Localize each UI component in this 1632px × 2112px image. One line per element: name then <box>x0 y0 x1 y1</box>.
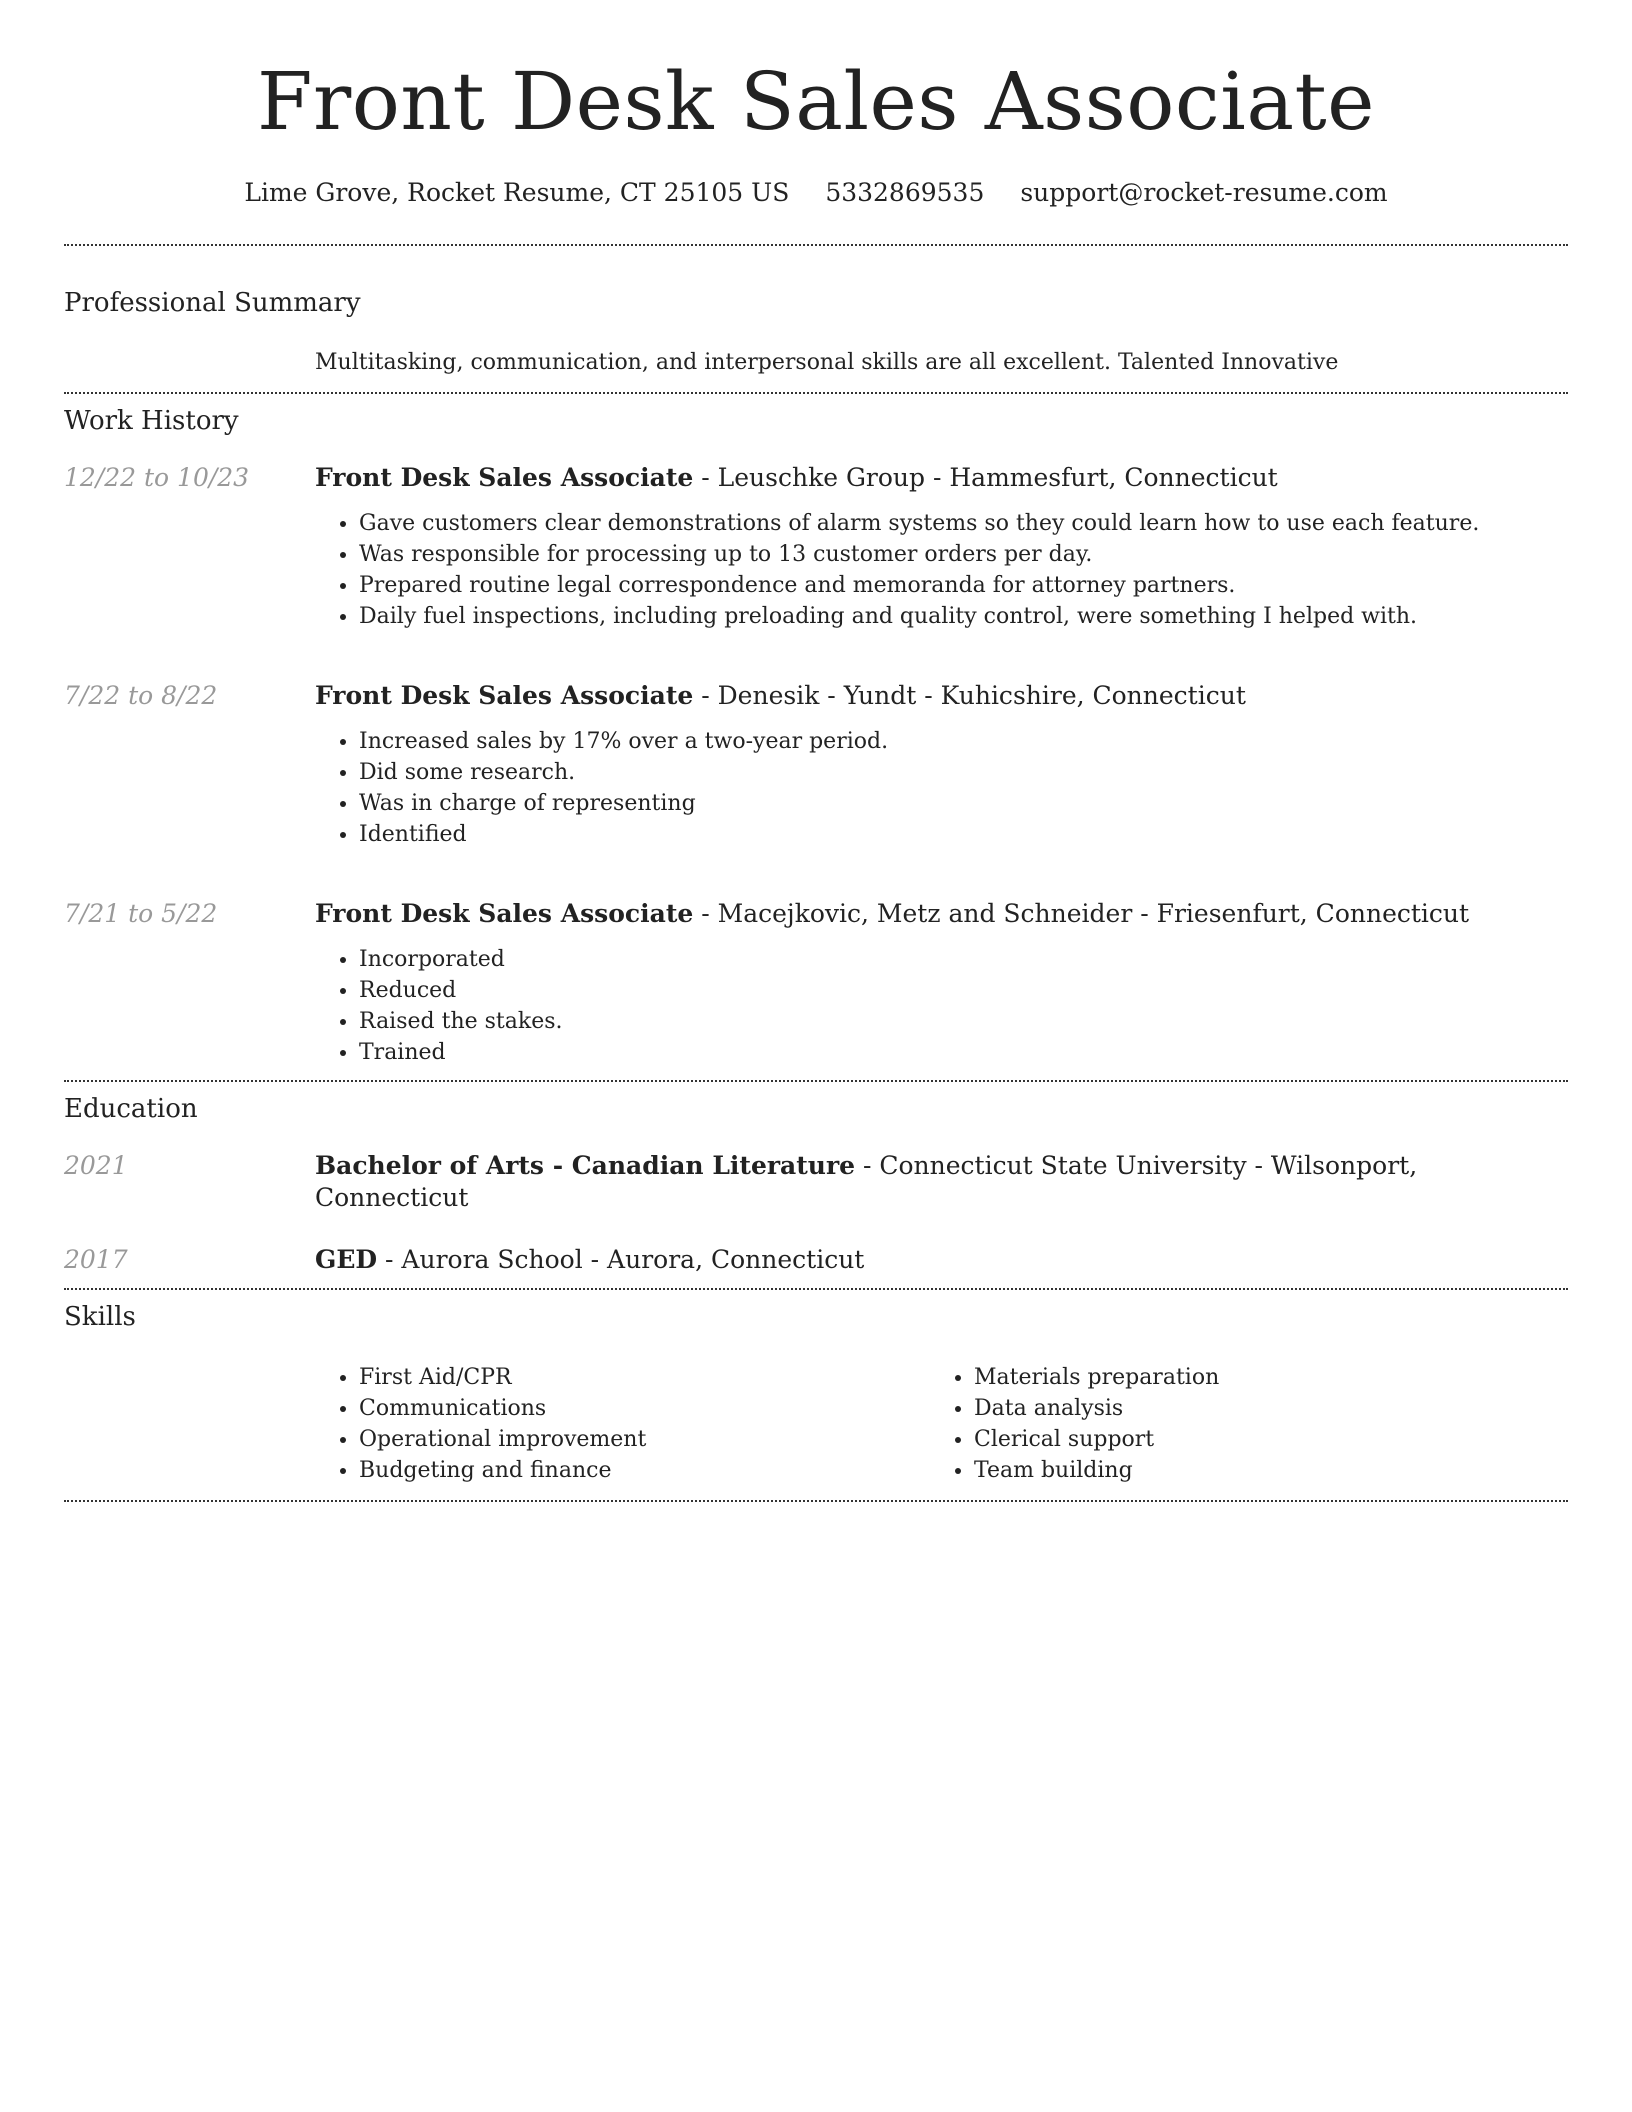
education-entry-body <box>315 1150 1568 1214</box>
work-entry-heading <box>315 462 1568 494</box>
work-entry-heading <box>315 680 1568 712</box>
skills-column-left <box>315 1362 930 1486</box>
education-entry <box>64 1244 1568 1276</box>
work-entry-body <box>315 462 1568 632</box>
contact-line <box>64 176 1568 210</box>
work-entry-date: 7/22 to 8/22 <box>64 681 218 710</box>
list-item: • Increased sales by 17% over a two-year period. <box>359 726 1568 757</box>
divider <box>64 1500 1568 1502</box>
skills-list-left <box>315 1362 930 1486</box>
list-item: • Did some research. <box>359 757 1568 788</box>
list-item: • Trained <box>359 1037 1568 1068</box>
work-entry <box>64 462 1568 632</box>
education-entry-heading <box>315 1150 1568 1214</box>
education-entry-date: 2017 <box>64 1245 128 1274</box>
list-item: • Incorporated <box>359 944 1568 975</box>
work-entry-company: - Leuschke Group - Hammesfurt, Connecticut <box>693 463 1278 492</box>
skills-section <box>64 1290 1568 1500</box>
work-entry-heading <box>315 898 1568 930</box>
work-entry-date: 7/21 to 5/22 <box>64 899 218 928</box>
skills-title: Skills <box>64 1302 136 1332</box>
list-item: • Was responsible for processing up to 13 customer orders per day. <box>359 539 1568 570</box>
contact-phone: 5332869535 <box>825 178 985 207</box>
list-item: • Budgeting and finance <box>359 1455 930 1486</box>
summary-section <box>64 246 1568 392</box>
list-item: • Reduced <box>359 975 1568 1006</box>
education-entry-degree: GED <box>315 1245 378 1274</box>
work-entry <box>64 680 1568 850</box>
list-item: • Was in charge of representing <box>359 788 1568 819</box>
candidate-name: Front Desk Sales Associate <box>257 55 1375 148</box>
work-entry-company: - Denesik - Yundt - Kuhicshire, Connecticut <box>693 681 1246 710</box>
work-entry <box>64 898 1568 1068</box>
list-item: • Clerical support <box>974 1424 1545 1455</box>
list-item: • First Aid/CPR <box>359 1362 930 1393</box>
education-entry-school: - Aurora School - Aurora, Connecticut <box>377 1245 865 1274</box>
list-item: • Communications <box>359 1393 930 1424</box>
work-entry-bullets <box>315 944 1568 1068</box>
work-entry-body <box>315 680 1568 850</box>
work-entry-role: Front Desk Sales Associate <box>315 463 694 492</box>
skills-list-right <box>930 1362 1545 1486</box>
work-entry-body <box>315 898 1568 1068</box>
work-entry-company: - Macejkovic, Metz and Schneider - Friesenfurt, Connecticut <box>693 899 1470 928</box>
work-entry-bullets <box>315 508 1568 632</box>
list-item: • Identified <box>359 819 1568 850</box>
list-item: • Materials preparation <box>974 1362 1545 1393</box>
contact-email: support@rocket-resume.com <box>1020 178 1388 207</box>
education-title: Education <box>64 1094 198 1124</box>
list-item: • Team building <box>974 1455 1545 1486</box>
education-entry-degree: Bachelor of Arts - Canadian Literature <box>315 1151 856 1180</box>
summary-text: Multitasking, communication, and interpersonal skills are all excellent. Talented Innovative <box>315 350 1339 375</box>
list-item: • Data analysis <box>974 1393 1545 1424</box>
education-entry-date: 2021 <box>64 1151 128 1180</box>
summary-title: Professional Summary <box>64 288 361 318</box>
work-entry-bullets <box>315 726 1568 850</box>
work-entry-role: Front Desk Sales Associate <box>315 899 694 928</box>
education-entry <box>64 1150 1568 1214</box>
skills-columns <box>315 1362 1568 1486</box>
work-entry-role: Front Desk Sales Associate <box>315 681 694 710</box>
contact-address: Lime Grove, Rocket Resume, CT 25105 US <box>244 178 790 207</box>
list-item: • Gave customers clear demonstrations of alarm systems so they could learn how to use each feature. <box>359 508 1568 539</box>
work-entry-date: 12/22 to 10/23 <box>64 463 250 492</box>
education-entry-body <box>315 1244 1568 1276</box>
education-entry-heading <box>315 1244 1568 1276</box>
list-item: • Raised the stakes. <box>359 1006 1568 1037</box>
education-entry-school: - Connecticut State University - Wilsonport, Connecticut <box>315 1151 1418 1212</box>
work-history-section <box>64 394 1568 1080</box>
education-section <box>64 1082 1568 1288</box>
list-item: • Prepared routine legal correspondence and memoranda for attorney partners. <box>359 570 1568 601</box>
work-history-title: Work History <box>64 406 239 436</box>
list-item: • Daily fuel inspections, including preloading and quality control, were something I helped with. <box>359 601 1568 632</box>
list-item: • Operational improvement <box>359 1424 930 1455</box>
skills-column-right <box>930 1362 1545 1486</box>
